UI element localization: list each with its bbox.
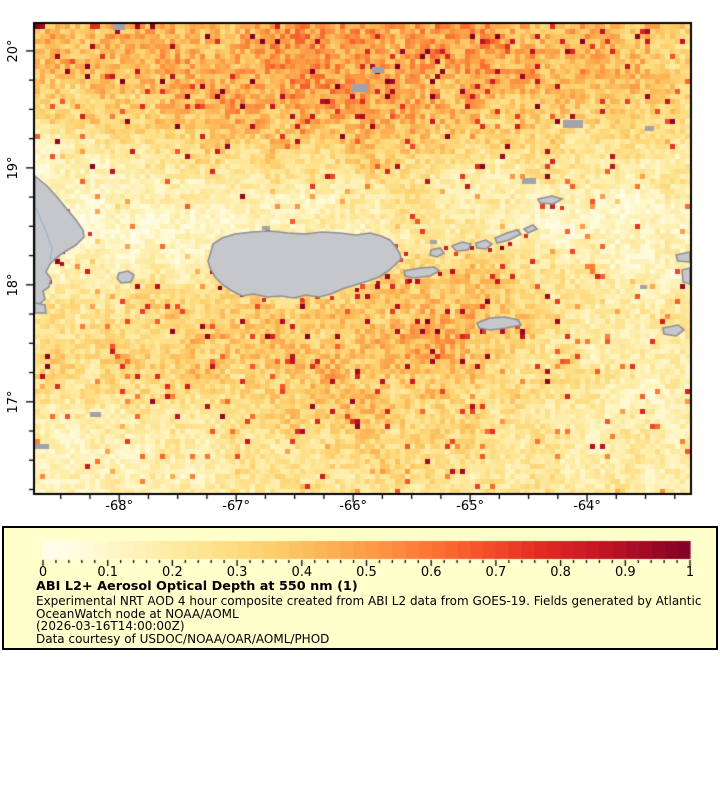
- colorbar-tick-label: 0.1: [97, 565, 119, 580]
- colorbar-tick-label: 0.4: [291, 565, 313, 580]
- legend-line-1: Experimental NRT AOD 4 hour composite created from ABI L2 data from GOES-19. Fields generated by Atlantic: [36, 594, 702, 608]
- colorbar-tick-label: 0.9: [614, 565, 636, 580]
- colorbar-tick-label: 0.5: [356, 565, 377, 580]
- colorbar-tick-label: 0.8: [550, 565, 571, 580]
- x-axis-tick-label: -67°: [222, 499, 251, 514]
- y-axis-tick-label: 17°: [6, 390, 21, 414]
- legend-title: ABI L2+ Aerosol Optical Depth at 550 nm (1): [36, 579, 358, 594]
- legend-line-4: Data courtesy of USDOC/NOAA/OAR/AOML/PHOD: [36, 631, 330, 646]
- colorbar-tick-label: 0.7: [485, 565, 507, 580]
- y-axis-tick-label: 19°: [6, 156, 21, 180]
- x-axis-tick-label: -65°: [456, 499, 484, 514]
- colorbar-tick-label: 0.2: [162, 565, 183, 580]
- colorbar-tick-label: 0.6: [420, 565, 442, 580]
- x-axis-tick-label: -64°: [573, 499, 601, 514]
- y-axis-tick-label: 18°: [6, 273, 21, 297]
- x-axis-tick-label: -68°: [105, 499, 134, 514]
- legend-line-2: OceanWatch node at NOAA/AOML: [36, 606, 239, 621]
- y-axis-tick-label: 20°: [6, 39, 21, 63]
- legend-line-3: (2026-03-16T14:00:00Z): [36, 619, 185, 633]
- colorbar-tick-label: 0.3: [226, 565, 248, 580]
- colorbar-tick-label: 0: [38, 565, 48, 580]
- x-axis-tick-label: -66°: [339, 499, 368, 514]
- colorbar-tick-label: 1: [685, 565, 695, 580]
